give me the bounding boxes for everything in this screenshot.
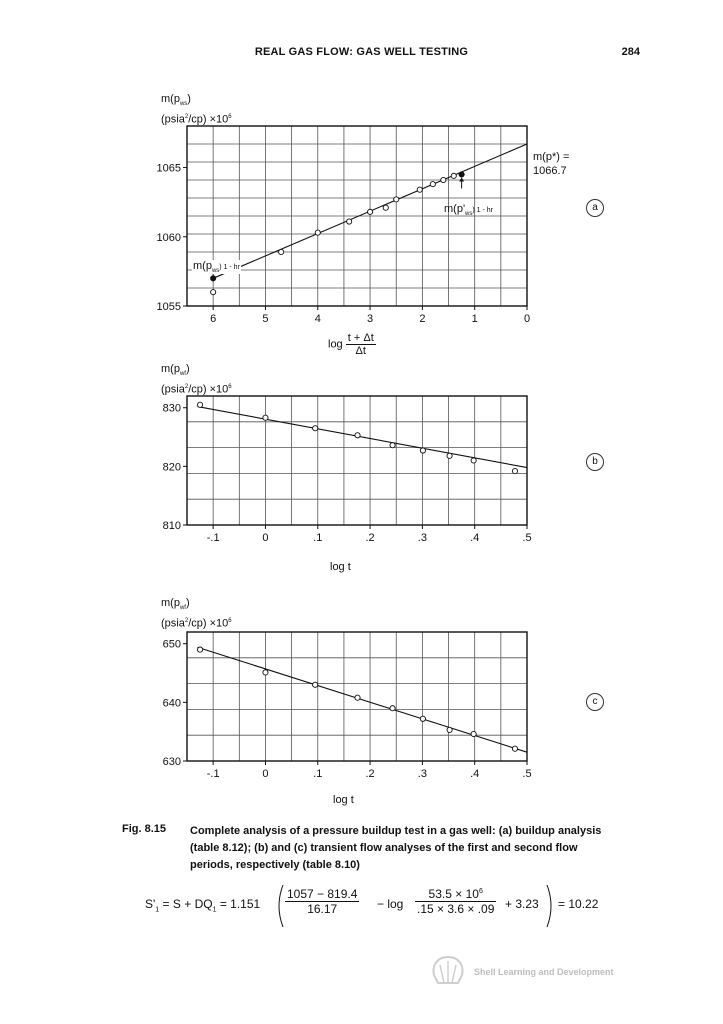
data-point	[347, 219, 352, 224]
data-point	[451, 173, 456, 178]
fit-line	[197, 647, 527, 752]
data-point	[430, 182, 435, 187]
data-point	[441, 177, 446, 182]
formula-eq1: = $S + DQ_1 = 1.151$	[162, 897, 261, 914]
watermark	[430, 955, 650, 991]
x-tick-label: .5	[522, 768, 532, 780]
chart-c-ylabel: $m(p_{wf})$ (psia$^2$/cp) $\times 10^6$	[161, 597, 232, 630]
chart-a-ylabel: $m(p_{ws})$ (psia$^2$/cp) $\times 10^6$	[161, 93, 232, 126]
formula-result: = 10.22	[558, 897, 599, 911]
x-tick-label: 5	[262, 313, 269, 325]
formula-fraction-1: $\frac{1057 - 819.4}{16.17}$	[287, 887, 358, 916]
data-point	[315, 230, 320, 235]
chart-a-mpws-1hr-annotation: $m(p_{ws})$ 1 - hr	[193, 260, 240, 275]
figure-label: Fig. 8.15	[122, 823, 167, 835]
shell-logo-icon	[430, 955, 466, 987]
data-point	[512, 746, 517, 751]
annotation-arrowhead	[459, 177, 464, 181]
data-point	[447, 727, 452, 732]
data-point	[263, 415, 268, 420]
x-tick-label: .3	[417, 768, 427, 780]
x-tick-label: .1	[313, 768, 323, 780]
data-point	[355, 695, 360, 700]
formula-fraction-2: $\frac{53.5 \times 10^6}{.15 \times 3.6 \times .09}$	[417, 887, 495, 916]
formula-minus-log: − log	[377, 897, 404, 911]
data-point	[367, 209, 372, 214]
chart-b-xlabel: log t	[330, 561, 351, 573]
panel-marker-a: a	[586, 199, 604, 217]
x-tick-label: 0	[523, 313, 531, 325]
chart-b-ylabel: $m(p_{wf})$ (psia$^2$/cp) $\times 10^6$	[161, 363, 232, 396]
x-tick-label: 0	[262, 532, 269, 544]
y-tick-label: 820	[162, 461, 181, 474]
x-tick-label: .2	[365, 532, 375, 544]
x-tick-label: 6	[210, 313, 217, 325]
y-tick-label: 1065	[156, 162, 181, 175]
y-tick-label: 1055	[156, 301, 181, 313]
chart-a-plot	[140, 120, 600, 365]
y-tick-label: 650	[162, 638, 181, 651]
y-tick-label: 640	[162, 697, 181, 710]
x-tick-label: 4	[314, 313, 321, 325]
x-tick-label: -.1	[206, 768, 220, 780]
data-point	[390, 706, 395, 711]
figure-caption: Complete analysis of a pressure buildup test in a gas well: (a) buildup analysis (table 8.12); (b) and (c) transient flow analyses of the first and second flow periods, respectively (table 8.10)	[190, 825, 602, 871]
chart-b-plot	[140, 388, 600, 553]
data-point	[471, 731, 476, 736]
data-point	[512, 468, 517, 473]
x-tick-label: 1	[471, 313, 478, 325]
x-tick-label: 2	[419, 313, 426, 325]
chart-a-mpws-prime-annotation: $m(p'_{ws})$ 1 - hr	[444, 203, 494, 218]
data-point	[279, 249, 284, 254]
data-point	[390, 443, 395, 448]
data-point	[394, 197, 399, 202]
y-tick-label: 830	[162, 402, 181, 415]
data-point	[197, 402, 202, 407]
x-tick-label: 3	[367, 313, 374, 325]
panel-marker-b: b	[586, 453, 604, 471]
formula-left-paren	[273, 883, 285, 929]
page-header-title: REAL GAS FLOW: GAS WELL TESTING	[254, 46, 469, 58]
x-tick-label: -.1	[206, 532, 220, 544]
x-tick-label: 0	[262, 768, 269, 780]
formula-lhs: $S'_1$	[145, 897, 160, 914]
panel-marker-c: c	[586, 693, 604, 711]
y-tick-label: 1060	[156, 231, 181, 244]
x-tick-label: .3	[417, 532, 427, 544]
data-point	[313, 426, 318, 431]
watermark-text: Shell Learning and Development	[474, 967, 614, 977]
data-point	[355, 433, 360, 438]
data-point	[420, 716, 425, 721]
x-tick-label: .5	[522, 532, 532, 544]
data-point	[313, 682, 318, 687]
data-point	[263, 670, 268, 675]
x-tick-label: .4	[470, 768, 480, 780]
data-point	[471, 458, 476, 463]
fit-line	[197, 407, 527, 468]
data-point	[420, 448, 425, 453]
formula-plus: + 3.23	[505, 897, 539, 911]
chart-a-xlabel: log $\frac{t + \Delta t}{\Delta t}$	[328, 332, 374, 357]
x-tick-label: .1	[313, 532, 323, 544]
chart-c-xlabel: log t	[333, 794, 354, 806]
data-point	[447, 453, 452, 458]
skin-formula	[145, 883, 615, 929]
chart-c-plot	[140, 622, 600, 787]
data-point-filled	[211, 276, 216, 281]
data-point-filled	[459, 172, 464, 177]
y-tick-label: 810	[162, 520, 181, 532]
page-number: 284	[621, 46, 640, 58]
x-tick-label: .4	[470, 532, 480, 544]
data-point	[197, 647, 202, 652]
chart-a-mpstar-annotation: m(p*) = 1066.7	[533, 151, 570, 177]
x-tick-label: .2	[365, 768, 375, 780]
data-point	[211, 290, 216, 295]
data-point	[417, 187, 422, 192]
y-tick-label: 630	[162, 756, 181, 768]
formula-right-paren	[545, 883, 557, 929]
data-point	[383, 205, 388, 210]
